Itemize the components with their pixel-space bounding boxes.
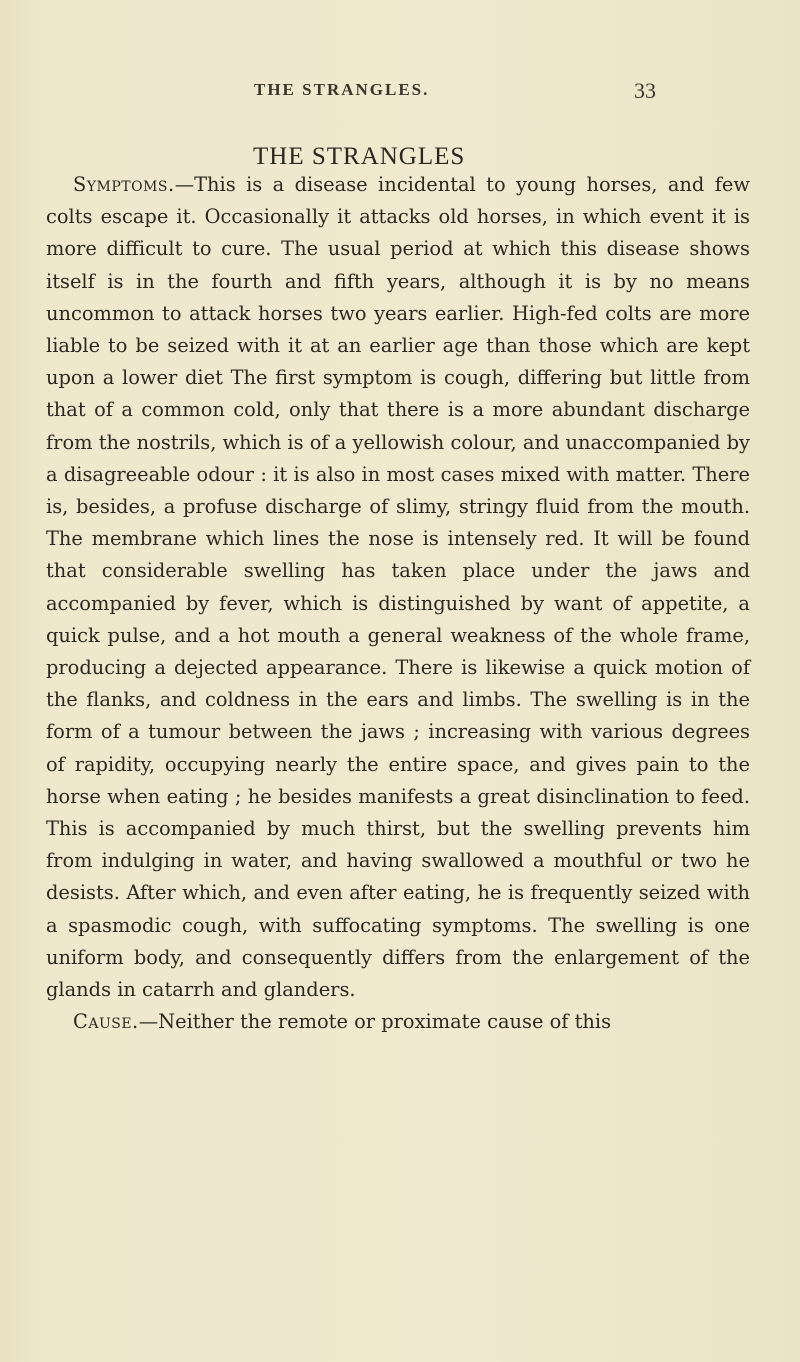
paragraph-cause — [46, 1006, 750, 1038]
paragraph-symptoms-text: —This is a disease incidental to young horses, and few colts escape it. Occasionally it attacks old horses, in which event it is more difficult to cure. The usual period at which this disease shows itself is in the fourth and fifth years, although it is by no means uncommon to attack horses two years earlier. High-fed colts are more liable to be seized with it at an earlier age than those which are kept upon a lower diet The first symptom is cough, differing but little from that of a common cold, only that there is a more abundant discharge from the nostrils, which is of a yellowish colour, and unaccompanied by a disagreeable odour : it is also in most cases mixed with matter. There is, besides, a profuse discharge of slimy, stringy fluid from the mouth. The membrane which lines the nose is intensely red. It will be found that considerable swelling has taken place under the jaws and accompanied by fever, which is distinguished by want of appetite, a quick pulse, and a hot mouth a general weakness of the whole frame, producing a dejected appearance. There is likewise a quick motion of the flanks, and coldness in the ears and limbs. The swelling is in the form of a tumour between the jaws ; increasing with various degrees of rapidity, occupying nearly the entire space, and gives pain to the horse when eating ; he besides manifests a great disinclination to feed. This is accompanied by much thirst, but the swelling prevents him from indulging in water, and having swallowed a mouthful or two he desists. After which, and even after eating, he is frequently seized with a spasmodic cough, with suffocating symptoms. The swelling is one uniform body, and consequently differs from the enlargement of the glands in catarrh and glanders. — [46, 173, 750, 1002]
lead-in-cause: Cause. — [73, 1010, 139, 1034]
lead-in-symptoms: Symptoms. — [73, 173, 175, 196]
paragraph-cause-text: —Neither the remote or proximate cause of this — [138, 1010, 612, 1034]
running-title: THE STRANGLES. — [254, 80, 430, 99]
chapter-title: THE STRANGLES — [253, 143, 466, 170]
paragraph-symptoms — [46, 169, 750, 1006]
running-header — [254, 80, 674, 106]
body-text — [46, 169, 750, 1038]
page-number: 33 — [634, 78, 656, 103]
